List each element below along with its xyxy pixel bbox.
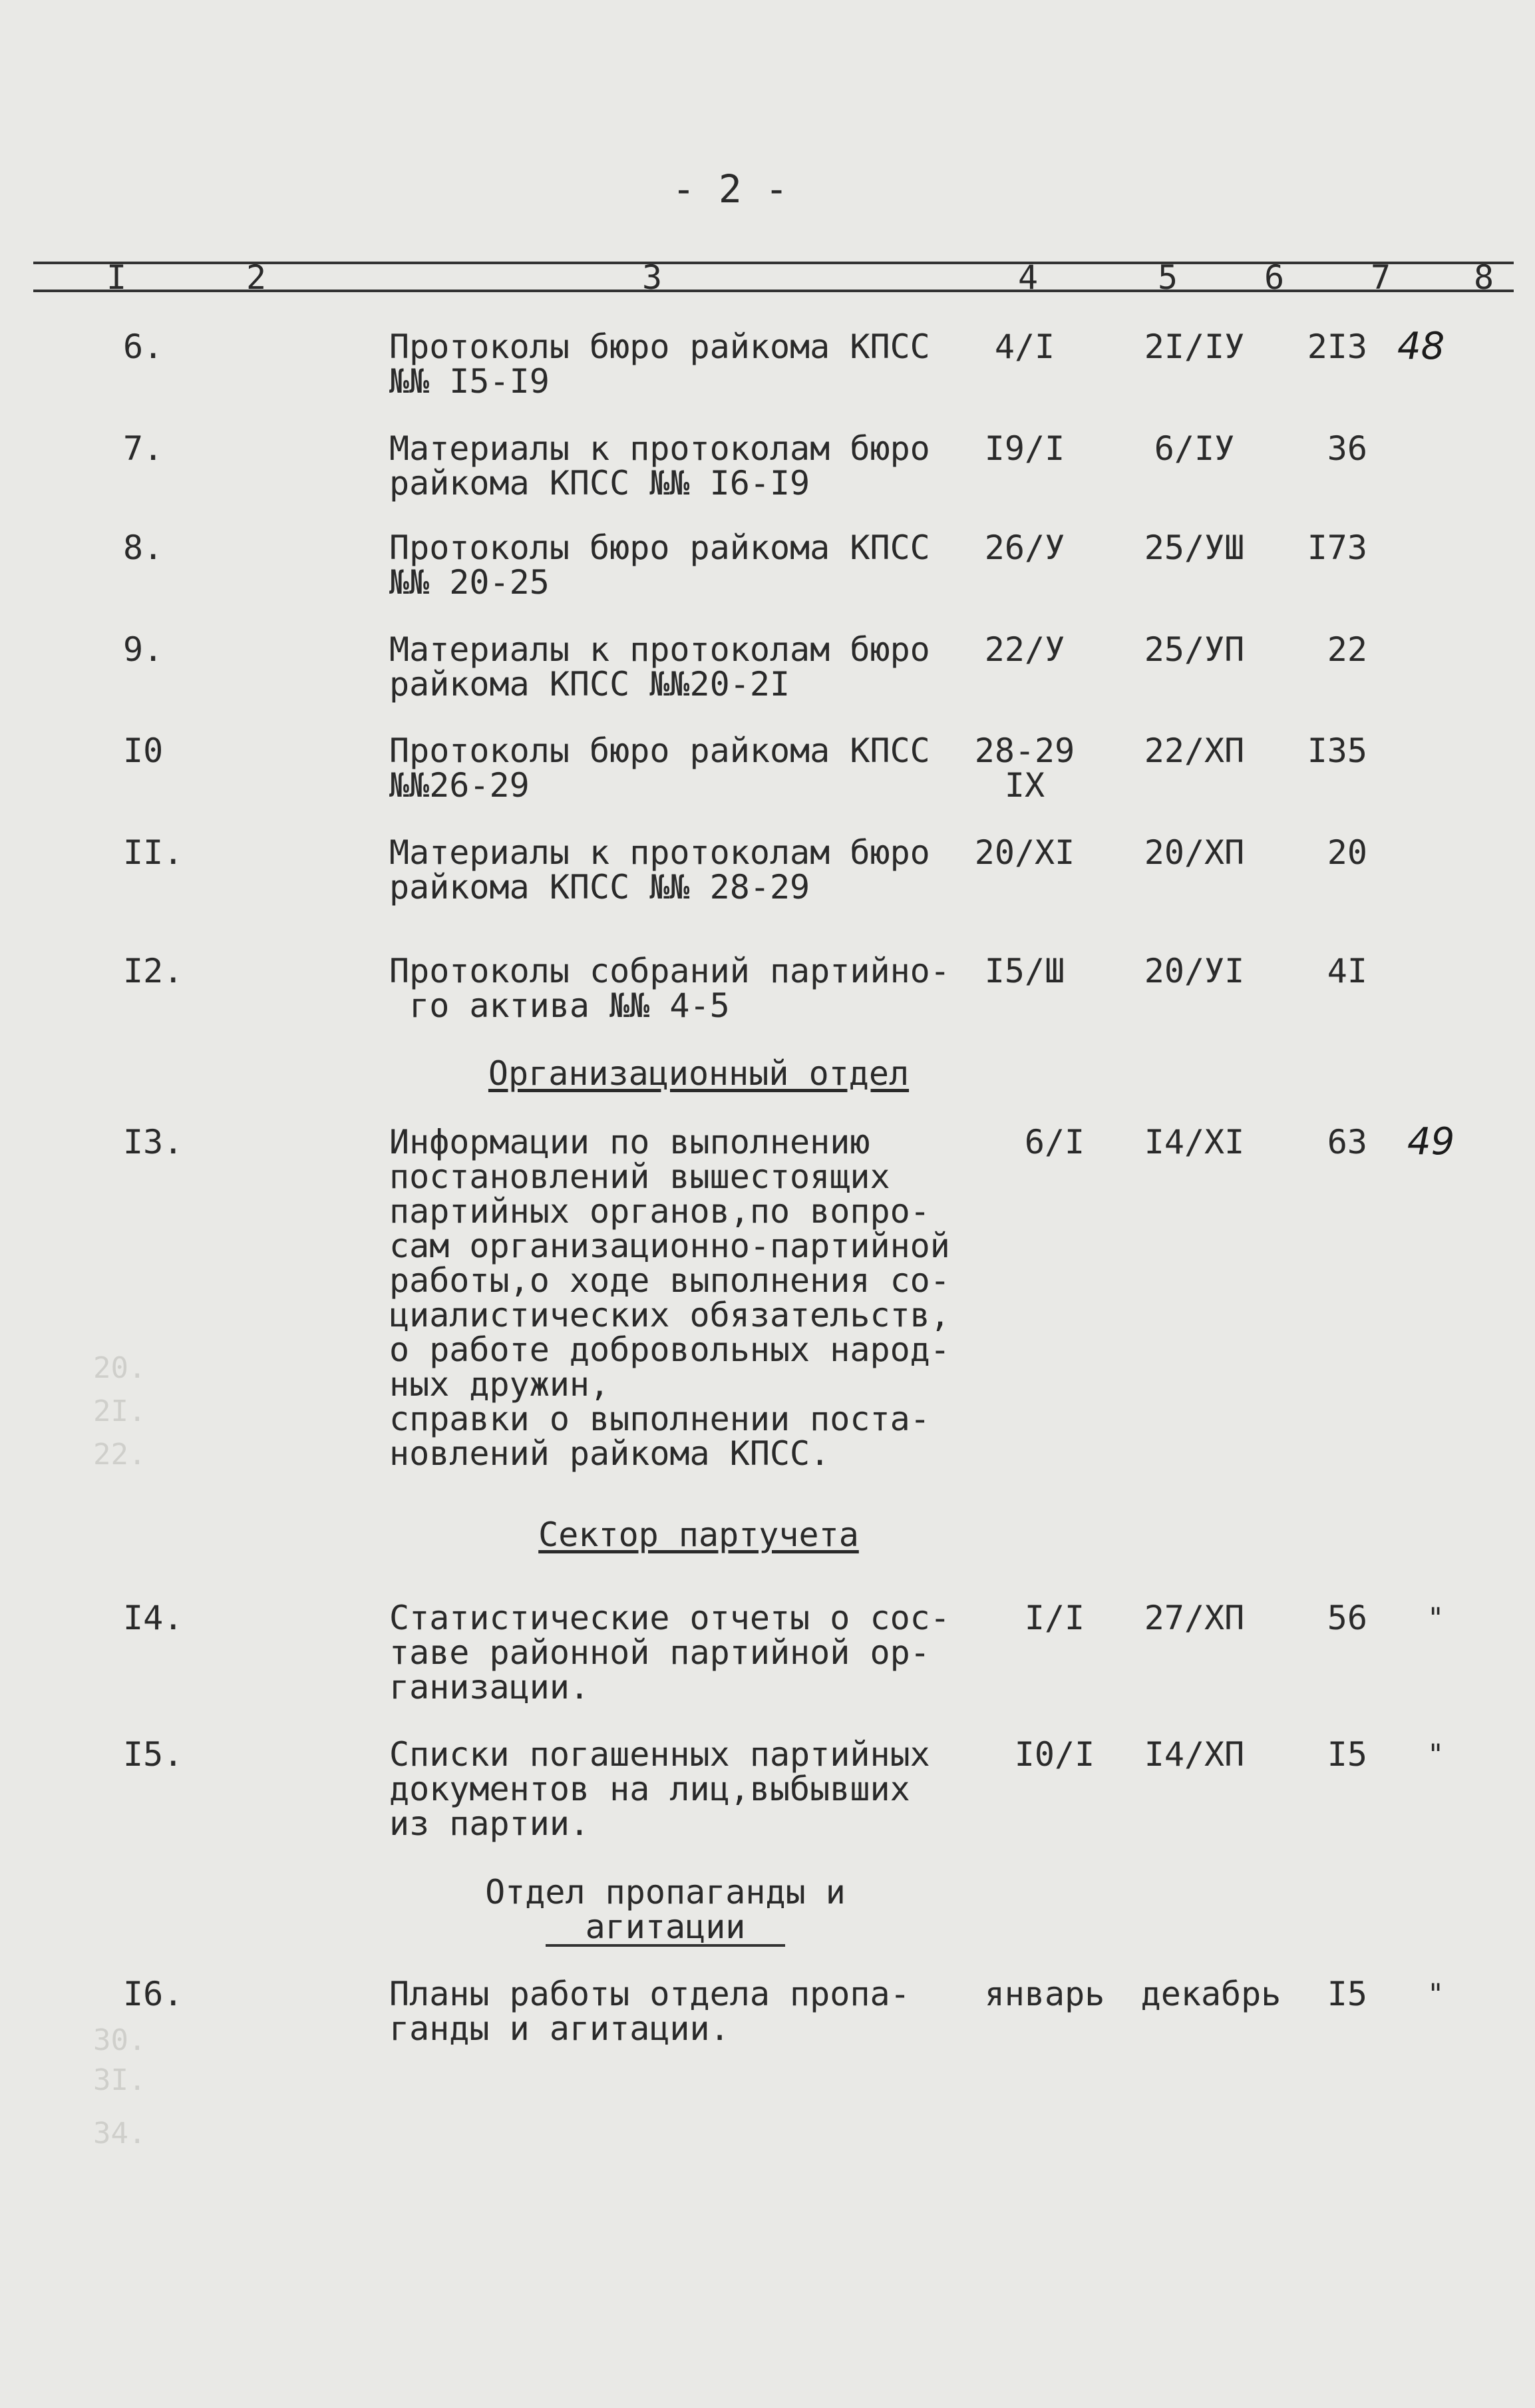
row-end-date: 6/IУ bbox=[1154, 429, 1235, 468]
row-start-date: январь bbox=[984, 1975, 1105, 2013]
row-title: Планы работы отдела пропа- ганды и агитации. bbox=[389, 1975, 910, 2048]
row-title: Протоколы бюро райкома КПСС №№ I5-I9 bbox=[389, 327, 930, 401]
row-number: 7. bbox=[123, 429, 164, 468]
row-title: Материалы к протоколам бюро райкома КПСС №№ 28-29 bbox=[389, 833, 930, 906]
column-number-8: 8 bbox=[1474, 258, 1494, 297]
row-sheet-count: 22 bbox=[1327, 630, 1367, 669]
row-end-date: 27/ХП bbox=[1144, 1599, 1245, 1637]
row-number: I4. bbox=[123, 1599, 184, 1637]
row-sheet-count: I5 bbox=[1327, 1975, 1367, 2013]
column-number-5: 5 bbox=[1158, 258, 1178, 297]
row-ditto-mark: " bbox=[1427, 1977, 1445, 2010]
row-start-date: 6/I bbox=[1024, 1123, 1085, 1161]
row-end-date: 25/УШ bbox=[1144, 528, 1245, 567]
row-title: Статистические отчеты о сос- таве районной партийной ор- ганизации. bbox=[389, 1599, 950, 1706]
row-start-date: I9/I bbox=[984, 429, 1065, 468]
row-title: Протоколы собраний партийно- го актива №№ 4-5 bbox=[389, 952, 950, 1025]
row-ditto-mark: " bbox=[1427, 1601, 1445, 1634]
row-sheet-count: 20 bbox=[1327, 833, 1367, 872]
row-title: Материалы к протоколам бюро райкома КПСС №№ I6-I9 bbox=[389, 429, 930, 502]
column-number-3: 3 bbox=[642, 258, 663, 297]
section-heading-partuchet: Сектор партучета bbox=[538, 1515, 859, 1554]
row-end-date: I4/ХП bbox=[1144, 1735, 1245, 1774]
row-number: I5. bbox=[123, 1735, 184, 1774]
row-number: I0 bbox=[123, 731, 164, 770]
row-number: II. bbox=[123, 833, 184, 872]
row-sheet-count: 56 bbox=[1327, 1599, 1367, 1637]
row-start-date: 20/XI bbox=[974, 833, 1075, 872]
row-start-date: 26/У bbox=[984, 528, 1065, 567]
row-end-date: 20/УI bbox=[1144, 952, 1245, 990]
column-number-7: 7 bbox=[1371, 258, 1391, 297]
bleed-through-text: 20. bbox=[93, 1351, 146, 1385]
row-sheet-count: 36 bbox=[1327, 429, 1367, 468]
bleed-through-text: 30. bbox=[93, 2023, 146, 2057]
row-sheet-count: 4I bbox=[1327, 952, 1367, 990]
row-sheet-count: I35 bbox=[1307, 731, 1367, 770]
bleed-through-text: 3I. bbox=[93, 2063, 146, 2097]
row-start-date: 4/I bbox=[994, 327, 1055, 366]
row-number: 9. bbox=[123, 630, 164, 669]
row-start-date: 28-29 IX bbox=[974, 731, 1075, 805]
section-heading-line: агитации bbox=[546, 1909, 786, 1947]
row-title: Списки погашенных партийных документов на лиц,выбывших из партии. bbox=[389, 1735, 930, 1843]
row-ditto-mark: " bbox=[1427, 1738, 1445, 1770]
section-heading-org: Организационный отдел bbox=[488, 1054, 910, 1093]
row-title: Протоколы бюро райкома КПСС №№ 20-25 bbox=[389, 528, 930, 602]
bleed-through-text: 34. bbox=[93, 2116, 146, 2150]
row-number: I3. bbox=[123, 1123, 184, 1161]
page-number: - 2 - bbox=[672, 166, 788, 212]
row-end-date: 22/ХП bbox=[1144, 731, 1245, 770]
row-number: 8. bbox=[123, 528, 164, 567]
row-sheet-count: I73 bbox=[1307, 528, 1367, 567]
row-title: Протоколы бюро райкома КПСС №№26-29 bbox=[389, 731, 930, 805]
row-title: Материалы к протоколам бюро райкома КПСС №№20-2I bbox=[389, 630, 930, 703]
row-sheet-count: 2I3 bbox=[1307, 327, 1367, 366]
row-start-date: I5/Ш bbox=[984, 952, 1065, 990]
row-end-date: I4/XI bbox=[1144, 1123, 1245, 1161]
row-number: I2. bbox=[123, 952, 184, 990]
row-start-date: 22/У bbox=[984, 630, 1065, 669]
bleed-through-text: 22. bbox=[93, 1438, 146, 1472]
bleed-through-text: 2I. bbox=[93, 1394, 146, 1428]
row-start-date: I/I bbox=[1024, 1599, 1085, 1637]
row-title: Информации по выполнению постановлений вышестоящих партийных органов,по вопро- сам организационно-партийной работы,о ходе выполнения со- циалистических обязательств, о работе добровольных народ- ных дружин, справки о выполнении поста- новлений райкома КПСС. bbox=[389, 1123, 950, 1473]
row-end-date: 25/УП bbox=[1144, 630, 1245, 669]
row-handwritten-note: 48 bbox=[1397, 325, 1445, 368]
column-number-4: 4 bbox=[1018, 258, 1039, 297]
row-end-date: 20/ХП bbox=[1144, 833, 1245, 872]
row-number: 6. bbox=[123, 327, 164, 366]
column-number-2: 2 bbox=[246, 258, 267, 297]
column-number-1: I bbox=[106, 258, 127, 297]
row-number: I6. bbox=[123, 1975, 184, 2013]
row-sheet-count: I5 bbox=[1327, 1735, 1367, 1774]
row-sheet-count: 63 bbox=[1327, 1123, 1367, 1161]
row-end-date: декабрь bbox=[1140, 1975, 1281, 2013]
section-heading-line: Отдел пропаганды и bbox=[485, 1873, 846, 1911]
column-number-6: 6 bbox=[1264, 258, 1285, 297]
section-heading-propaganda bbox=[399, 1875, 932, 1947]
row-handwritten-note: 49 bbox=[1407, 1120, 1455, 1163]
row-end-date: 2I/IУ bbox=[1144, 327, 1245, 366]
row-start-date: I0/I bbox=[1014, 1735, 1095, 1774]
